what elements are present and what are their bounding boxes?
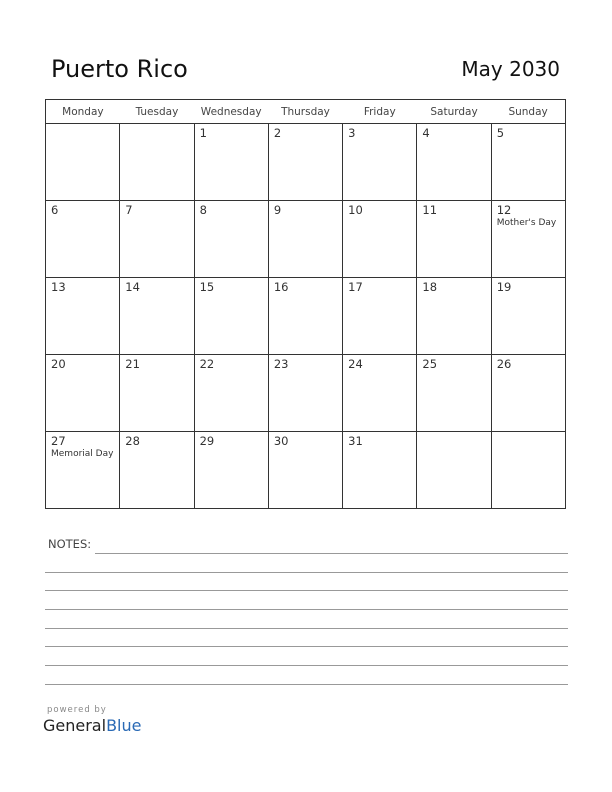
day-number: 24 <box>348 357 363 371</box>
generalblue-logo[interactable] <box>43 716 141 735</box>
day-number: 21 <box>125 357 140 371</box>
day-number: 6 <box>51 203 59 217</box>
notes-line <box>45 665 568 666</box>
notes-line <box>45 609 568 610</box>
day-cell <box>268 432 342 509</box>
holiday-label: Mother's Day <box>496 218 557 228</box>
day-cell <box>268 124 342 201</box>
day-cell <box>417 124 491 201</box>
day-cell <box>417 355 491 432</box>
day-cell <box>268 201 342 278</box>
day-cell <box>343 278 417 355</box>
day-number: 19 <box>496 280 512 294</box>
day-number: 4 <box>422 126 430 140</box>
weekday-header-row <box>46 100 566 124</box>
month-year-title: May 2030 <box>461 57 560 81</box>
notes-line <box>45 628 568 629</box>
weekday-header: Tuesday <box>120 100 194 124</box>
day-number: 26 <box>496 357 512 371</box>
day-cell <box>194 355 268 432</box>
day-cell <box>343 201 417 278</box>
day-cell <box>46 355 120 432</box>
day-cell <box>194 201 268 278</box>
day-cell <box>491 355 565 432</box>
week-row <box>46 124 566 201</box>
day-cell <box>491 201 565 278</box>
holiday-label: Memorial Day <box>51 449 114 459</box>
day-cell <box>120 355 194 432</box>
powered-by-text: powered by <box>47 705 107 715</box>
day-cell <box>46 124 120 201</box>
day-cell <box>268 355 342 432</box>
notes-label: NOTES: <box>48 537 92 551</box>
day-number: 9 <box>273 203 282 217</box>
day-cell <box>194 124 268 201</box>
notes-line <box>45 646 568 647</box>
day-number: 25 <box>422 357 438 371</box>
day-number: 15 <box>199 280 215 294</box>
day-number: 30 <box>273 434 289 448</box>
day-cell <box>194 432 268 509</box>
day-number: 18 <box>422 280 438 294</box>
day-number: 12 <box>496 203 512 217</box>
day-number: 11 <box>422 203 438 217</box>
brand-general: General <box>43 716 107 735</box>
day-number: 29 <box>199 434 215 448</box>
day-cell <box>417 201 491 278</box>
weekday-header: Monday <box>46 100 120 124</box>
day-cell <box>46 432 120 509</box>
weekday-header: Saturday <box>417 100 491 124</box>
day-cell <box>194 278 268 355</box>
day-number: 28 <box>125 434 140 448</box>
weekday-header: Friday <box>343 100 417 124</box>
weekday-header: Thursday <box>268 100 342 124</box>
day-number: 13 <box>51 280 66 294</box>
day-cell <box>120 201 194 278</box>
week-row <box>46 278 566 355</box>
week-row <box>46 355 566 432</box>
calendar-grid <box>45 99 566 509</box>
day-number: 2 <box>273 126 282 140</box>
day-number: 7 <box>125 203 133 217</box>
day-number: 5 <box>496 126 505 140</box>
notes-line <box>45 572 568 573</box>
day-cell <box>491 432 565 509</box>
week-row <box>46 432 566 509</box>
day-number: 1 <box>199 126 207 140</box>
day-number: 16 <box>273 280 289 294</box>
day-cell <box>46 201 120 278</box>
notes-line <box>95 553 568 554</box>
day-number: 27 <box>51 434 66 448</box>
day-cell <box>268 278 342 355</box>
day-cell <box>417 432 491 509</box>
day-number: 20 <box>51 357 66 371</box>
day-cell <box>343 355 417 432</box>
country-title: Puerto Rico <box>51 55 188 83</box>
notes-line <box>45 590 568 591</box>
week-row <box>46 201 566 278</box>
day-number: 17 <box>348 280 363 294</box>
day-number: 8 <box>199 203 207 217</box>
day-cell <box>417 278 491 355</box>
day-cell <box>343 432 417 509</box>
day-cell <box>120 278 194 355</box>
day-number: 23 <box>273 357 289 371</box>
day-cell <box>120 432 194 509</box>
day-number: 31 <box>348 434 363 448</box>
day-number: 14 <box>125 280 140 294</box>
day-cell <box>46 278 120 355</box>
day-cell <box>491 278 565 355</box>
day-cell <box>491 124 565 201</box>
day-number: 22 <box>199 357 215 371</box>
day-cell <box>343 124 417 201</box>
brand-blue: Blue <box>106 716 142 735</box>
day-cell <box>120 124 194 201</box>
notes-line <box>45 684 568 685</box>
weekday-header: Sunday <box>491 100 565 124</box>
weekday-header: Wednesday <box>194 100 268 124</box>
day-number: 10 <box>348 203 363 217</box>
day-number: 3 <box>348 126 356 140</box>
